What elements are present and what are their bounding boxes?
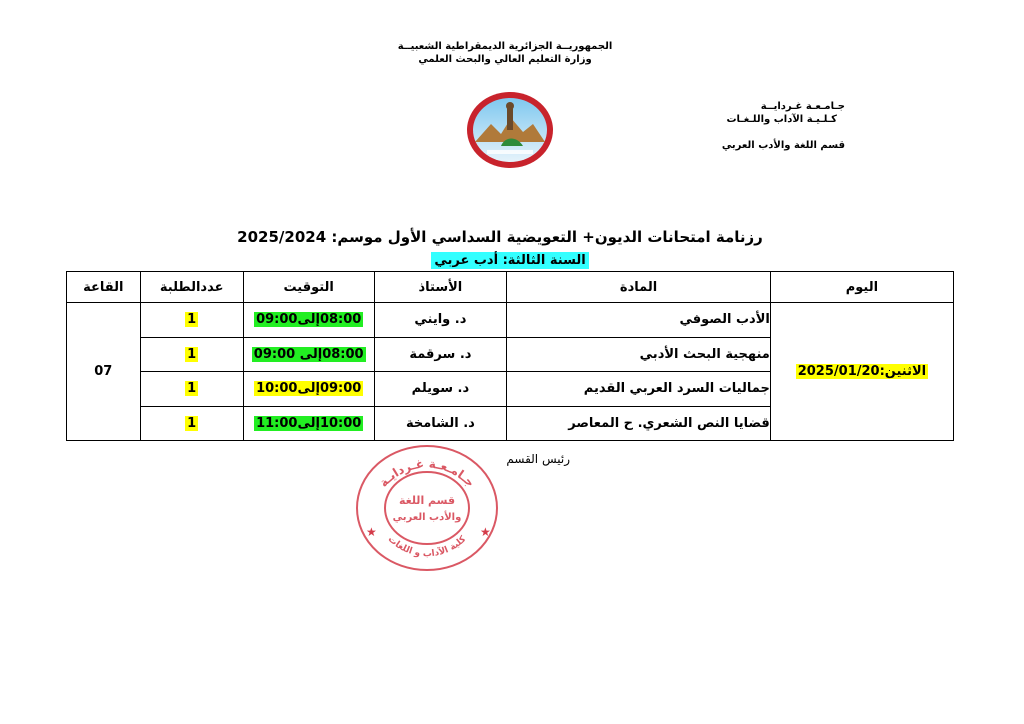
republic-line: الجمهوريــة الجزائرية الديمقراطية الشعبيــة (397, 41, 613, 52)
header-day: اليوم (770, 272, 953, 303)
document-title: رزنامة امتحانات الديون+ التعويضية السداسي الأول موسم: 2025/2024 (237, 228, 763, 246)
count-value: 1 (187, 312, 197, 328)
day-value: الاثنين:2025/01/20 (797, 364, 927, 379)
professor-cell: د. سويلم (374, 372, 507, 407)
subtitle-wrap (300, 249, 720, 269)
department-head-label: رئيس القسم (506, 452, 570, 466)
stamp-star-icon: ★ (366, 525, 377, 539)
count-cell (140, 303, 243, 338)
university-logo (465, 90, 555, 170)
time-cell (243, 303, 374, 338)
stamp-inner-text-2: والأدب العربي (392, 512, 462, 523)
count-cell (140, 372, 243, 407)
stamp-inner-text-1: قسم اللغة (398, 494, 456, 507)
time-cell (243, 372, 374, 407)
svg-text:كلية الآداب و اللغات (386, 534, 469, 559)
subject-cell: جماليات السرد العربي القديم (507, 372, 771, 407)
day-cell (770, 303, 953, 441)
header-time: التوقيت (243, 272, 374, 303)
subject-cell: قضايا النص الشعري. ح المعاصر (507, 406, 771, 441)
exam-schedule-table (66, 271, 954, 441)
time-value: 10:00إلى11:00 (256, 415, 362, 431)
time-value: 08:00إلى 09:00 (253, 346, 364, 362)
subject-cell: الأدب الصوفي (507, 303, 771, 338)
svg-text:جـامـعـة غـردايـة (376, 457, 477, 490)
room-cell: 07 (67, 303, 141, 441)
department-line: قسم اللغة والأدب العربي (721, 140, 845, 151)
professor-cell: د. الشامخة (374, 406, 507, 441)
time-value: 08:00إلى09:00 (256, 312, 362, 328)
count-value: 1 (187, 346, 197, 362)
top-header (330, 40, 680, 66)
year-subtitle: السنة الثالثة: أدب عربي (431, 252, 588, 269)
professor-cell: د. سرقمة (374, 337, 507, 372)
header-room: القاعة (67, 272, 141, 303)
stamp-star-icon: ★ (480, 525, 491, 539)
time-cell (243, 337, 374, 372)
institution-header (650, 100, 845, 152)
count-value: 1 (187, 381, 197, 397)
department-stamp (352, 438, 502, 573)
professor-cell: د. وايني (374, 303, 507, 338)
header-count: عددالطلبة (140, 272, 243, 303)
count-value: 1 (187, 415, 197, 431)
faculty-line: كـلـيـة الآداب واللـغـات (726, 114, 837, 125)
header-subject: المادة (507, 272, 771, 303)
count-cell (140, 337, 243, 372)
header-professor: الأستاذ (374, 272, 507, 303)
subject-cell: منهجية البحث الأدبي (507, 337, 771, 372)
university-line: جـامـعـة غـردايــة (760, 101, 845, 112)
time-value: 09:00إلى10:00 (256, 381, 362, 397)
ministry-line: وزارة التعليم العالي والبحث العلمي (418, 54, 592, 65)
stamp-outer-text: جـامـعـة غـردايـة (376, 456, 478, 490)
time-cell (243, 406, 374, 441)
count-cell (140, 406, 243, 441)
table-row (67, 303, 954, 338)
table-header-row (67, 272, 954, 303)
stamp-bottom-text: كلية الآداب و اللغات (385, 534, 469, 560)
